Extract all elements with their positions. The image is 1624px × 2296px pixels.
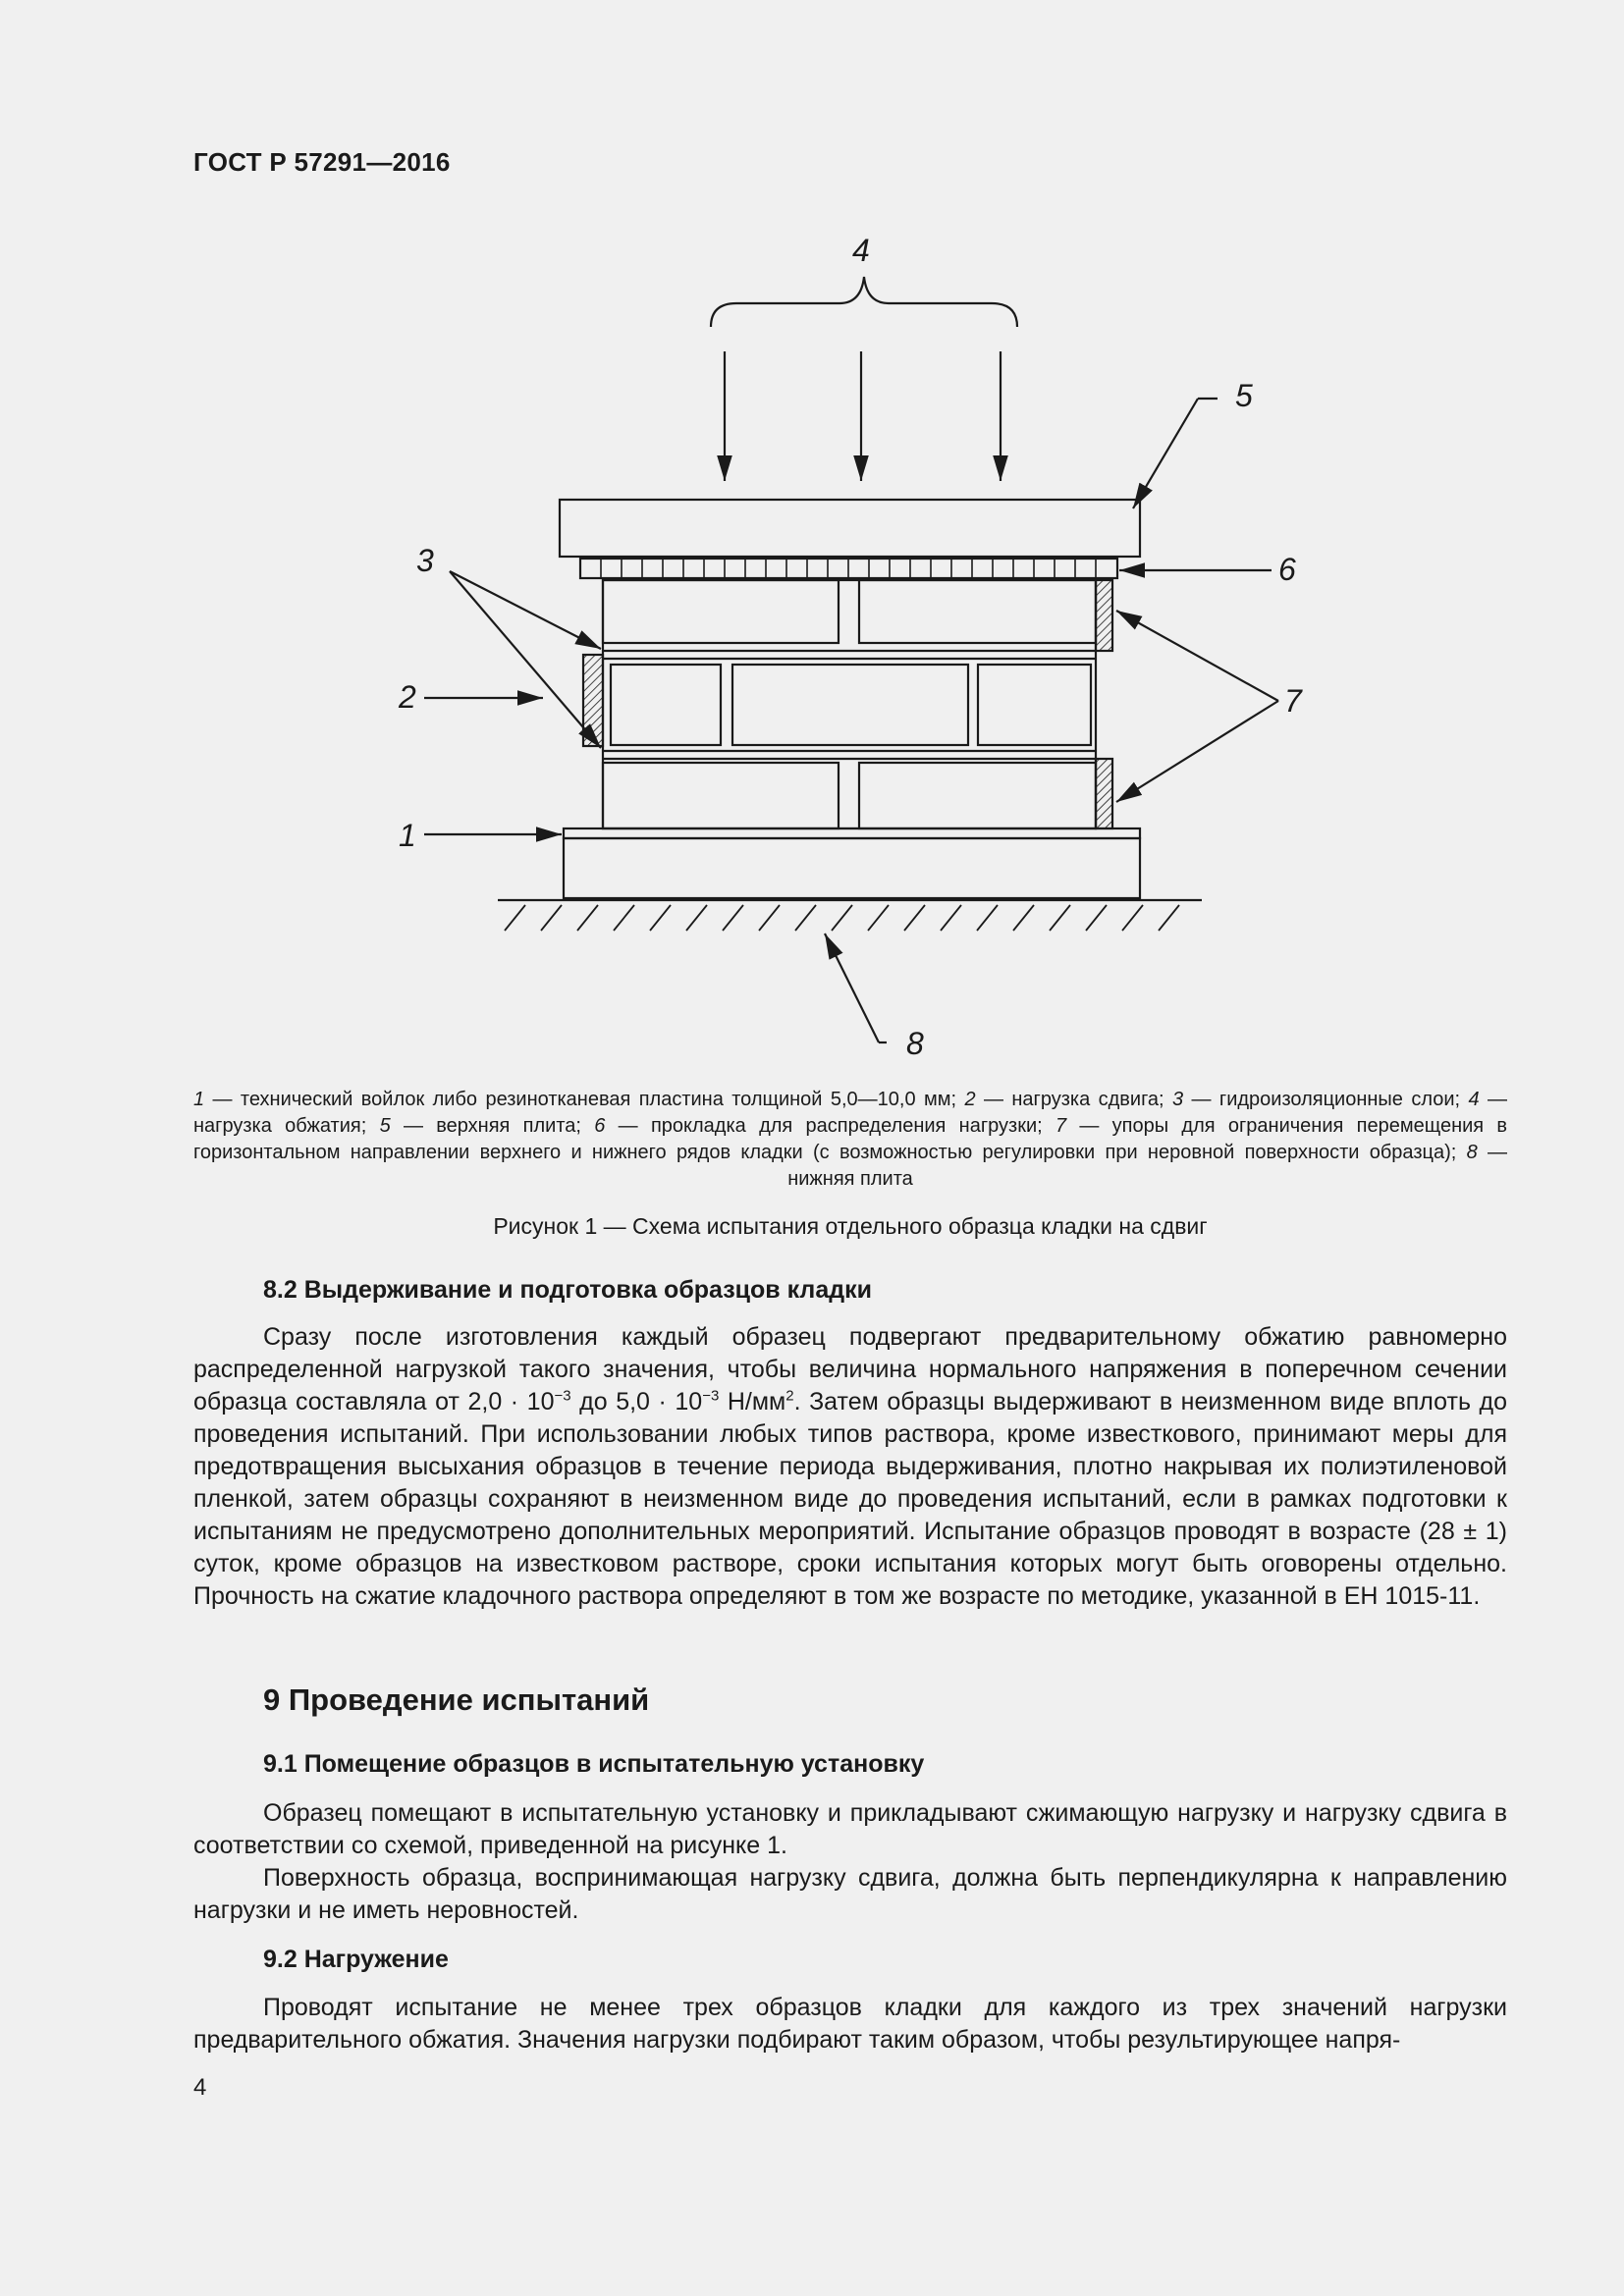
section-9-1-paragraph-1: Образец помещают в испытательную установку и прикладывают сжимающую нагрузку и нагрузку сдвига в соответствии со схемой, приведенной на рисунке 1. <box>193 1799 1507 1859</box>
felt-layer <box>564 828 1140 838</box>
restraint-stop-top <box>1096 580 1112 651</box>
section-9-2-heading: 9.2 Нагружение <box>263 1946 449 1973</box>
label-3: 3 <box>416 543 434 578</box>
figure-legend: 1 — технический войлок либо резинотканевая пластина толщиной 5,0—10,0 мм; 2 — нагрузка сдвига; 3 — гидроизоляционные слои; 4 — нагрузка обжатия; 5 — верхняя плита; 6 — прокладка для распределения нагрузки; 7 — упоры для ограничения перемещения в горизонтальном направлении верхнего и нижнего рядов кладки (с возможностью регулировки при неровной поверхности образца); 8 — нижняя плита <box>193 1089 1508 1190</box>
label-2: 2 <box>399 679 416 715</box>
label-6: 6 <box>1278 552 1296 587</box>
brick <box>978 665 1091 745</box>
section-9-1-paragraph-2: Поверхность образца, воспринимающая нагрузку сдвига, должна быть перпендикулярна к направлению нагрузки и не иметь неровностей. <box>193 1864 1507 1924</box>
label-1: 1 <box>399 818 416 853</box>
brick <box>859 580 1096 643</box>
label-7: 7 <box>1284 683 1302 719</box>
document-code-header: ГОСТ Р 57291—2016 <box>193 147 451 177</box>
brick <box>603 580 839 643</box>
section-9-1-heading: 9.1 Помещение образцов в испытательную установку <box>263 1750 925 1778</box>
brick <box>859 763 1096 828</box>
section-9-heading: 9 Проведение испытаний <box>263 1682 650 1717</box>
restraint-stop-bottom <box>1096 759 1112 828</box>
section-9-2-paragraph: Проводят испытание не менее трех образцов кладки для каждого из трех значений нагрузки предварительного обжатия. Значения нагрузки подбирают таким образом, чтобы результирующее напря- <box>193 1994 1507 2054</box>
leader-5 <box>1133 399 1198 508</box>
page-number: 4 <box>193 2074 207 2101</box>
shear-test-diagram <box>0 0 1624 1080</box>
compression-load-brace <box>711 277 1017 327</box>
label-8: 8 <box>906 1026 924 1061</box>
leader-8 <box>825 934 879 1042</box>
section-8-2-paragraph: Сразу после изготовления каждый образец подвергают предварительному обжатию равномерно распределенной нагрузкой такого значения, чтобы величина нормального напряжения в поперечном сечении образца составляла от $2,0 \cdot 10^{-3}$ до $5,0 \cdot 10^{-3}$ $Н/мм^2$. Затем образцы выдерживают в неизменном виде вплоть до проведения испытаний. При использовании любых типов раствора, кроме известкового, принимают меры для предотвращения высыхания образцов в течение периода выдерживания, плотно накрывая их полиэтиленовой пленкой, затем образцы сохраняют в неизменном виде до проведения испытаний, если в рамках подготовки к испытаниям не предусмотрено дополнительных мероприятий. Испытание образцов проводят в возрасте (28 ± 1) суток, кроме образцов на известковом растворе, сроки испытания которых могут быть оговорены отдельно. Прочность на сжатие кладочного раствора определяют в том же возрасте по методике, указанной в ЕН 1015-11. <box>193 1323 1508 1610</box>
masonry-specimen <box>603 580 1096 828</box>
leader-3 <box>450 571 601 649</box>
leader-3 <box>450 571 601 748</box>
leader-7 <box>1116 611 1278 701</box>
leader-7 <box>1116 701 1278 802</box>
label-4: 4 <box>852 233 870 268</box>
label-5: 5 <box>1235 378 1253 413</box>
top-plate <box>560 500 1140 557</box>
figure-caption: Рисунок 1 — Схема испытания отдельного образца кладки на сдвиг <box>493 1213 1208 1239</box>
section-8-2-heading: 8.2 Выдерживание и подготовка образцов кладки <box>263 1276 872 1304</box>
brick <box>603 763 839 828</box>
bottom-plate <box>564 838 1140 898</box>
brick <box>611 665 721 745</box>
brick <box>732 665 968 745</box>
